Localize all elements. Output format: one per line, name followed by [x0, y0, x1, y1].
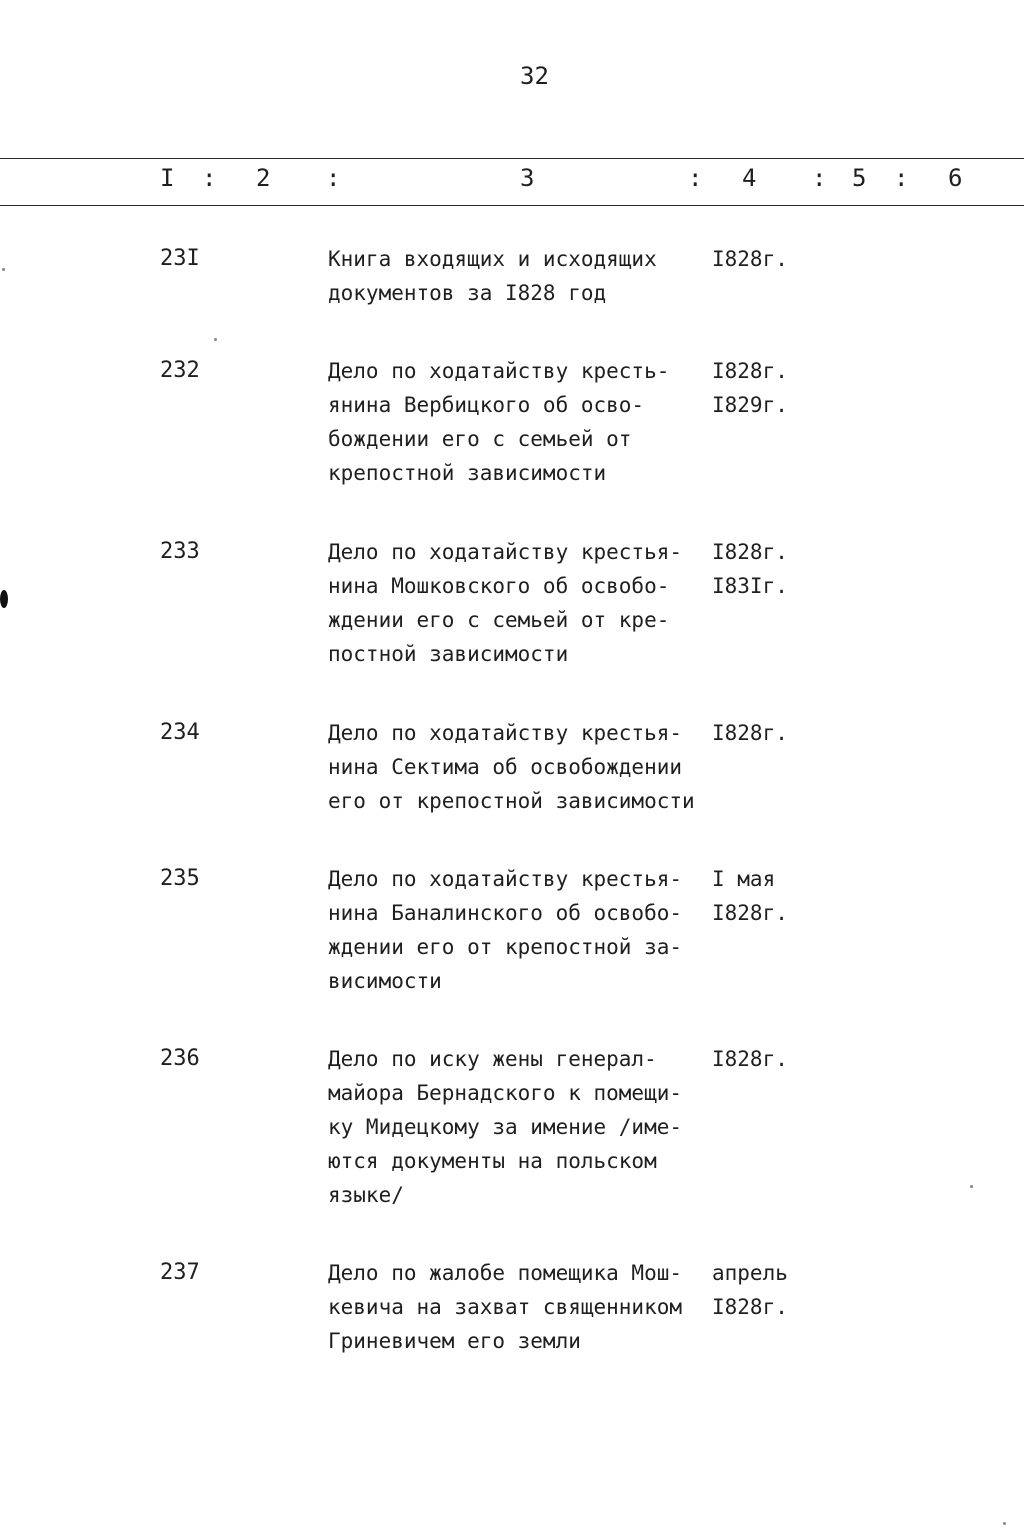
- entry-title-line: ются документы на польском: [328, 1149, 657, 1173]
- scan-speck: [970, 1185, 973, 1188]
- entry-title-line: висимости: [328, 969, 442, 993]
- entry-title: [328, 716, 718, 818]
- entry-title-line: ждении его от крепостной за-: [328, 935, 683, 959]
- entry-number: 23I: [160, 246, 200, 271]
- entry-title-line: крепостной зависимости: [328, 461, 607, 485]
- entry-date-line: I828г.: [712, 721, 788, 745]
- header-col-3: 3: [520, 164, 535, 192]
- header-separator: :: [894, 164, 909, 192]
- entry-title-line: постной зависимости: [328, 642, 569, 666]
- entry-date-line: I83Iг.: [712, 574, 788, 598]
- entry-date: [712, 862, 832, 930]
- entry-title-line: языке/: [328, 1183, 404, 1207]
- header-separator: :: [688, 164, 703, 192]
- entry-title-line: бождении его с семьей от: [328, 427, 632, 451]
- entry-title-line: Дело по ходатайству крестья-: [328, 540, 683, 564]
- table-header-bottom-rule: [0, 205, 1024, 206]
- entry-title-line: янина Вербицкого об осво-: [328, 393, 645, 417]
- entry-number: 236: [160, 1046, 200, 1071]
- entry-date: [712, 1042, 832, 1076]
- entry-title: [328, 1042, 718, 1212]
- entry-title-line: майора Бернадского к помещи-: [328, 1081, 683, 1105]
- entry-title: [328, 242, 718, 310]
- scan-speck: [2, 268, 5, 271]
- entry-title-line: Дело по ходатайству крестья-: [328, 867, 683, 891]
- entry-date-line: I828г.: [712, 359, 788, 383]
- entry-date: [712, 354, 832, 422]
- entry-date: [712, 716, 832, 750]
- entry-title-line: Дело по жалобе помещика Мош-: [328, 1261, 683, 1285]
- entry-date-line: I мая: [712, 867, 776, 891]
- entry-title-line: нина Мошковского об освобо-: [328, 574, 670, 598]
- scan-mark: [0, 590, 8, 608]
- entry-title-line: Дело по иску жены генерал-: [328, 1047, 657, 1071]
- entry-date: [712, 242, 832, 276]
- entry-date: [712, 1256, 832, 1324]
- header-col-5: 5: [852, 164, 867, 192]
- entry-title-line: документов за I828 год: [328, 281, 607, 305]
- entry-date-line: I828г.: [712, 1295, 788, 1319]
- entry-title-line: Гриневичем его земли: [328, 1329, 581, 1353]
- entry-title-line: Дело по ходатайству крестья-: [328, 721, 683, 745]
- header-col-6: 6: [948, 164, 963, 192]
- entry-number: 233: [160, 539, 200, 564]
- header-col-2: 2: [256, 164, 271, 192]
- scan-speck: [214, 338, 217, 341]
- entry-number: 235: [160, 866, 200, 891]
- entry-number: 234: [160, 720, 200, 745]
- header-separator: :: [202, 164, 217, 192]
- entry-title: [328, 354, 718, 490]
- page-number: 32: [520, 62, 549, 90]
- header-col-4: 4: [742, 164, 757, 192]
- entry-date-line: апрель: [712, 1261, 788, 1285]
- header-col-1: I: [160, 164, 175, 192]
- entry-title-line: нина Сектима об освобождении: [328, 755, 683, 779]
- header-separator: :: [812, 164, 827, 192]
- entry-date-line: I829г.: [712, 393, 788, 417]
- table-header-top-rule: [0, 158, 1024, 159]
- entry-title-line: кевича на захват священником: [328, 1295, 683, 1319]
- entry-title-line: ждении его с семьей от кре-: [328, 608, 670, 632]
- entry-date-line: I828г.: [712, 901, 788, 925]
- entry-date: [712, 535, 832, 603]
- entry-title-line: ку Мидецкому за имение /име-: [328, 1115, 683, 1139]
- entry-title-line: нина Баналинского об освобо-: [328, 901, 683, 925]
- header-separator: :: [326, 164, 341, 192]
- entry-title-line: Дело по ходатайству кресть-: [328, 359, 670, 383]
- entry-date-line: I828г.: [712, 1047, 788, 1071]
- scan-speck: [1003, 1522, 1006, 1525]
- entry-number: 237: [160, 1260, 200, 1285]
- entry-date-line: I828г.: [712, 540, 788, 564]
- entry-title: [328, 1256, 718, 1358]
- entry-title-line: его от крепостной зависимости: [328, 789, 695, 813]
- entry-title-line: Книга входящих и исходящих: [328, 247, 657, 271]
- entry-date-line: I828г.: [712, 247, 788, 271]
- entry-title: [328, 535, 718, 671]
- entry-number: 232: [160, 358, 200, 383]
- entry-title: [328, 862, 718, 998]
